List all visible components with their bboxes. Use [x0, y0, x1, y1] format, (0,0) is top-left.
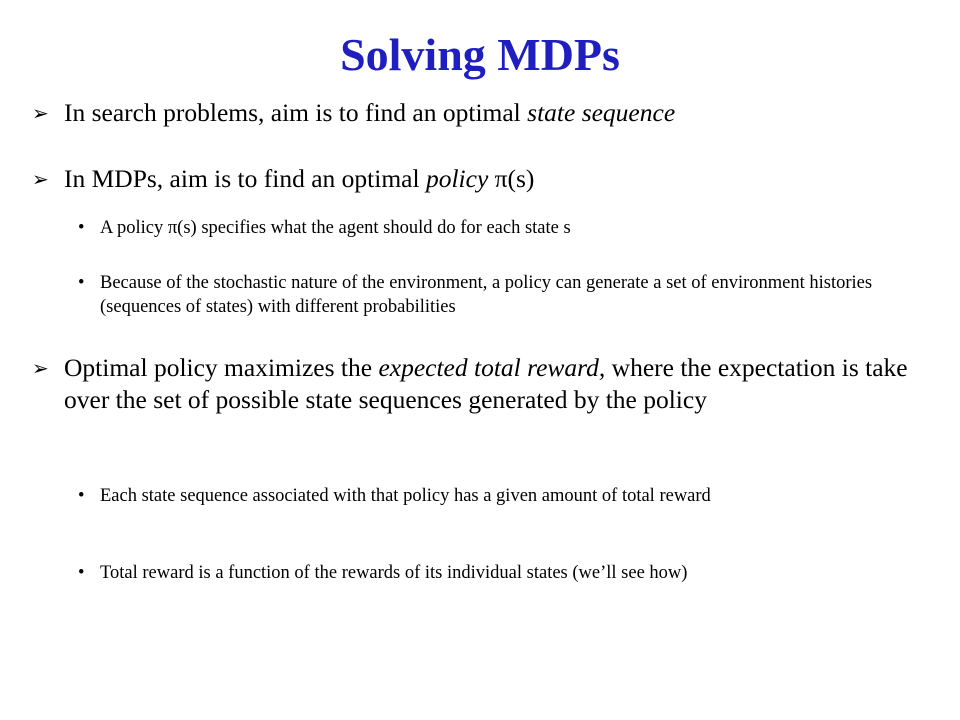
bullet-text: In MDPs, aim is to find an optimal policy π(s)	[64, 164, 535, 193]
sub-bullet-state-sequence-reward	[78, 484, 940, 508]
bullet-text: In search problems, aim is to find an optimal state sequence	[64, 98, 676, 127]
sub-bullet-total-reward-function	[78, 561, 940, 585]
slide-title: Solving MDPs	[340, 29, 620, 80]
sub-bullet-text: Because of the stochastic nature of the environment, a policy can generate a set of environment histories (sequences of states) with different probabilities	[100, 273, 873, 317]
bullet-optimal-policy	[32, 352, 937, 416]
arrow-bullet-icon: ➢	[32, 167, 49, 191]
arrow-bullet-icon: ➢	[32, 356, 49, 380]
sub-bullet-text: Total reward is a function of the rewards of its individual states (we’ll see how)	[100, 563, 688, 583]
dot-bullet-icon: •	[78, 273, 85, 293]
bullet-mdps-policy	[32, 163, 937, 195]
arrow-bullet-icon: ➢	[32, 101, 49, 125]
sub-bullet-stochastic-nature	[78, 271, 940, 319]
bullet-text: Optimal policy maximizes the expected total reward, where the expectation is take over the set of possible state sequences generated by the policy	[64, 353, 908, 414]
dot-bullet-icon: •	[78, 563, 85, 583]
dot-bullet-icon: •	[78, 486, 85, 506]
bullet-search-problems	[32, 97, 937, 129]
sub-bullet-text: A policy π(s) specifies what the agent should do for each state s	[100, 218, 571, 238]
sub-bullet-policy-definition	[78, 216, 940, 240]
sub-bullet-text: Each state sequence associated with that policy has a given amount of total reward	[100, 486, 711, 506]
dot-bullet-icon: •	[78, 218, 85, 238]
